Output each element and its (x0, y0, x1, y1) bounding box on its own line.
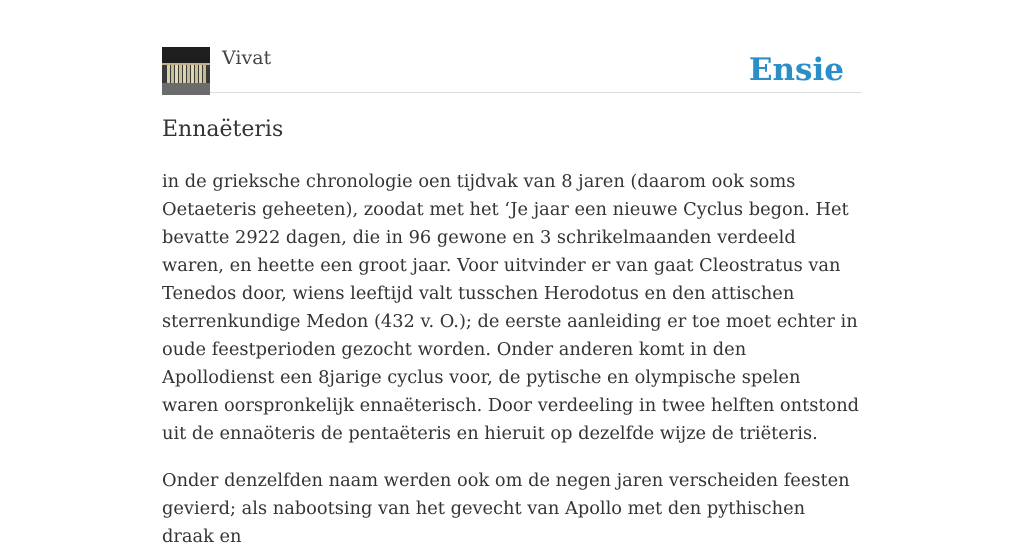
article-paragraph: in de grieksche chronologie oen tijdvak van 8 jaren (daarom ook soms Oetaeteris geheeten), zoodat met het ‘Je jaar een nieuwe Cyclus begon. Het bevatte 2922 dagen, die in 96 gewone en 3 schrikelmaanden verdeeld waren, en heette een groot jaar. Voor uitvinder er van gaat Cleostratus van Tenedos door, wiens leeftijd valt tusschen Herodotus en den attischen sterrenkundige Medon (432 v. O.); de eerste aanleiding er toe moet echter in oude feestperioden gezocht worden. Onder anderen komt in den Apollodienst een 8jarige cyclus voor, de pytische en olympische spelen waren oorspronkelijk ennaëterisch. Door verdeeling in twee helften ontstond uit de ennaöteris de pentaëteris en hieruit op dezelfde wijze de triëteris. (162, 171, 860, 444)
book-spines-icon (162, 47, 210, 95)
author-avatar[interactable] (162, 47, 210, 95)
brand-logo[interactable]: Ensie (748, 52, 844, 88)
article-title: Ennaëteris (162, 117, 284, 142)
author-name[interactable]: Vivat (222, 47, 272, 69)
article-page (162, 0, 862, 547)
article-paragraph: Onder denzelfden naam werden ook om de negen jaren verscheiden feesten gevierd; als nabootsing van het gevecht van Apollo met den pythischen draak en (162, 470, 850, 547)
site-header (162, 0, 862, 93)
